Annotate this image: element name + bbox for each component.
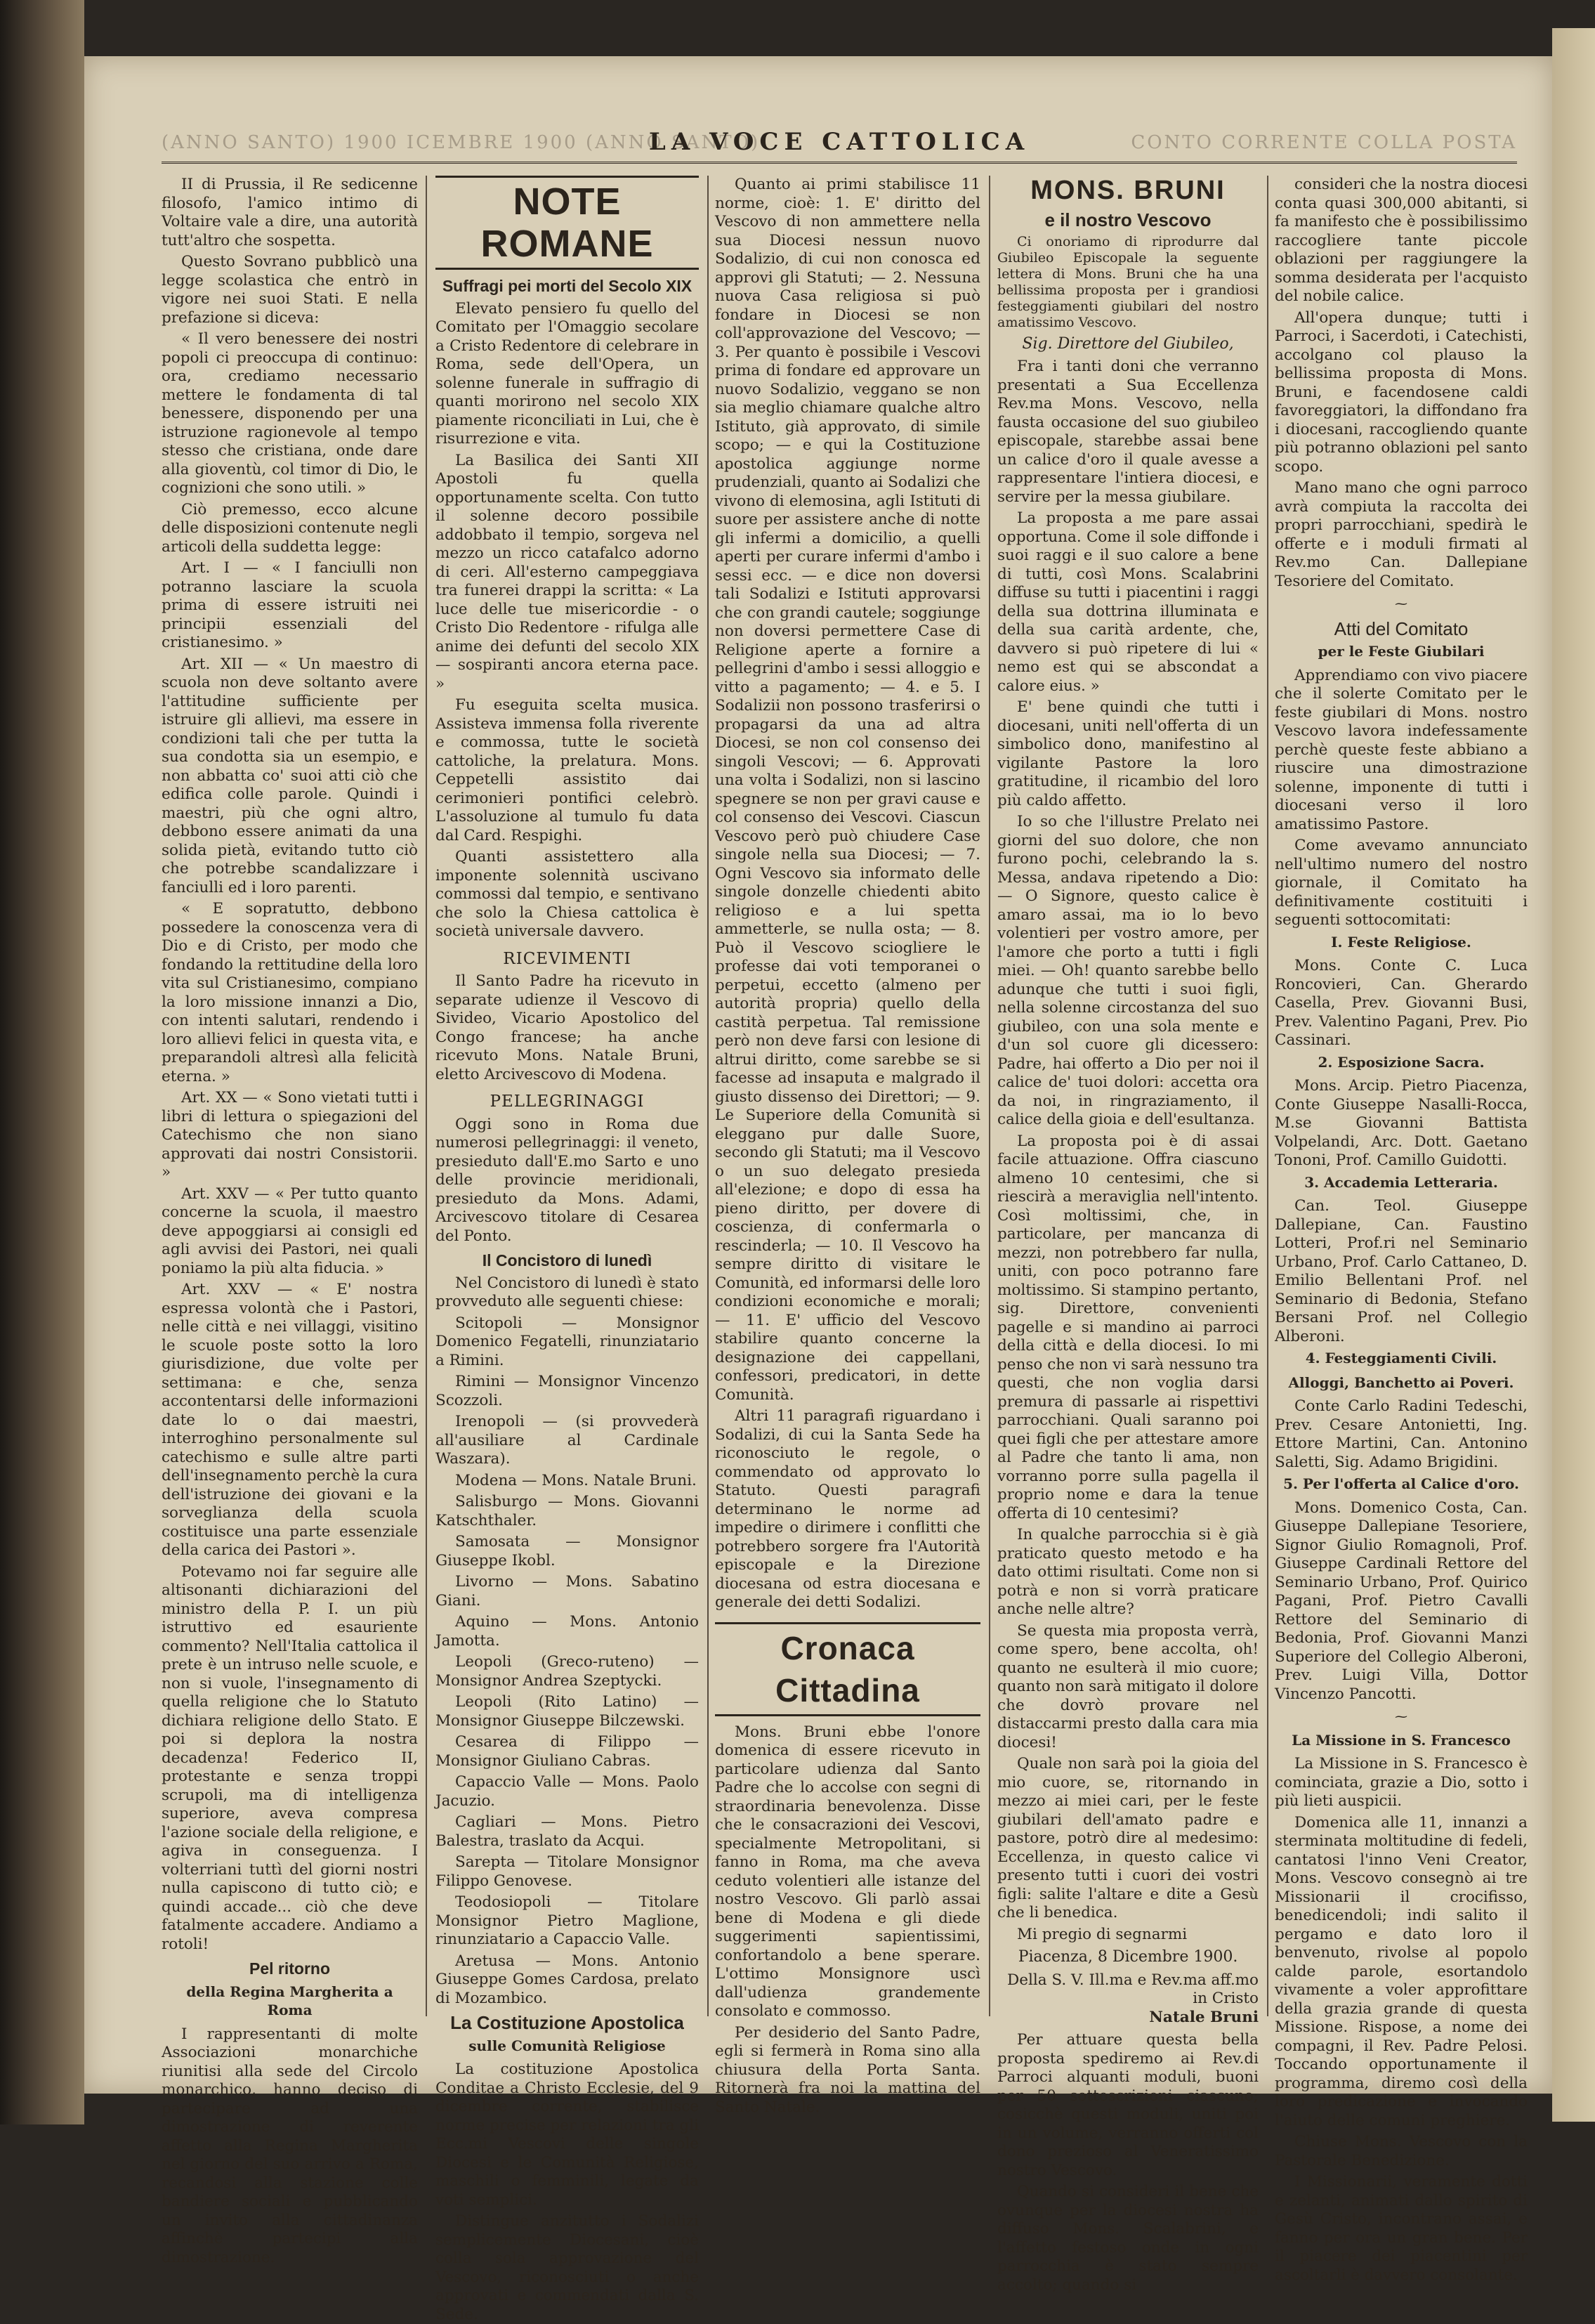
paragraph: Chiuse Mons. Vescovo con la Pastorale Benedizione. [1275,2133,1528,2169]
paragraph: Quanti assistettero alla imponente solennità uscivano commossi dal tempio, e sentivano che solo la Chiesa cattolica è società universale davvero. [435,848,699,940]
paragraph: Come avevamo annunciato nell'ultimo numero del nostro giornale, il Comitato ha definitivamente costituiti i seguenti sottocomitati: [1275,837,1528,929]
column-rule [989,176,990,2016]
article-subheading: e il nostro Vescovo [1044,209,1212,230]
paragraph: Oggi sono in Roma due numerosi pellegrinaggi: il veneto, presieduto dall'E.mo Sarto e uno delle provincie meridionali, presieduto da Mons. Adami, Arcivescovo titolare di Cesarea del Ponto. [435,1115,699,1245]
paragraph: Domenica alle 11, innanzi a sterminata moltitudine di fedeli, cantatosi l'inno Veni Creator, Mons. Vescovo consegnò ai tre Missionarii il crocifisso, benedicendoli; indi salito il pergamo e dato loro il benvenuto, rivolse al popolo calde parole, esortandolo vivamente a voler approfittare della grazia grande di questa Missione. Rispose, a nome dei compagni, il Rev. Padre Pelosi. Toccando opportunamente il programma, diremo così della loro predicazione e invocando l'aiuto delle comuni preghiere. [1275,1813,1528,2129]
paragraph: Scitopoli — Monsignor Domenico Fegatelli, rinunziatario a Rimini. [435,1314,699,1369]
paragraph: Modena — Mons. Natale Bruni. [455,1471,697,1489]
signature: Natale Bruni [1149,2008,1259,2026]
paragraph: Can. Teol. Giuseppe Dallepiane, Can. Faustino Lotteri, Prof.ri nel Seminario Urbano, Prof. Carlo Cattaneo, D. Emilio Bellentani Prof. nel Seminario di Bedonia, Stefano Bersani Prof. nel Collegio Alberoni. [1275,1197,1528,1345]
section-title-note-romane: NOTE ROMANE [435,176,699,270]
paragraph: I rappresentanti di molte Associazioni monarchiche riunitisi alla sede del Circolo monarchico, hanno deciso di partecipare ad una dimostrazione di reverente affetto alla Regina Margherita nel giorno del suo arrivo a Roma, recandosi alla stazione colle bandiere sociali e pubblicando un invito alla cittadinanza affinchè partecipi alla dimostrazione. [162,2025,418,2266]
book-binding-edge [0,0,84,2124]
paragraph: Cesarea di Filippo — Monsignor Giuliano Cabras. [435,1733,699,1770]
paragraph: I Missionarii, veramente dotti e zelanti, animati dallo spirito di Gesù Cristo, incontrano assai, e fanno per ora un gran bene. Per il piacere dei piacentini per ascoltarli è davvero consolante. [1275,2173,1528,2284]
subcommittee-heading: 4. Festeggiamenti Civili. [1305,1350,1497,1366]
paragraph: La proposta a me pare assai opportuna. Come il sole diffonde i suoi raggi e il suo calore a bene di tutti, così Mons. Scalabrini diffuse su tutti i piacentini i raggi della sua dottrina illuminata e della sua carità ardente, che, davvero si può ripetere di lui « nemo est qui se abscondat a calore eius. » [997,509,1259,695]
column-rule [707,176,709,2016]
ornament-separator: ⁓ [1395,596,1407,611]
article-subheading: della Regina Margherita a Roma [186,1983,393,2018]
column-1 [162,176,418,2266]
paragraph: Questo Sovrano pubblicò una legge scolastica che entrò in vigore nei suoi Stati. E nella prefazione si diceva: [162,253,418,327]
paragraph: « E sopratutto, debbono possedere la conoscenza vera di Dio e di Cristo, per modo che fondando la rettitudine della loro vita sul Cristianesimo, compiano la loro missione innanzi a Dio, con intenti salutari, rendendo i loro allievi felici in questa vita, e preparandoli altresì alla felicità eterna. » [162,900,418,1085]
article-heading: Suffragi pei morti del Secolo XIX [442,277,693,295]
paragraph: Salisburgo — Mons. Giovanni Katschthaler. [435,1493,699,1529]
paragraph: Fra i tanti doni che verranno presentati a Sua Eccellenza Rev.ma Mons. Vescovo, nella fausta occasione del suo giubileo episcopale, starebbe assai bene un calice d'oro il quale avesse a rappresentare l'intiera diocesi, e servire per la messa giubilare. [997,358,1259,506]
article-heading: La Missione in S. Francesco [1292,1731,1511,1749]
section-heading: RICEVIMENTI [503,949,631,968]
closing: Della S. V. Ill.ma e Rev.ma aff.mo in Cristo [1007,1971,1259,2007]
column-2 [435,176,699,2323]
paragraph: « Il vero benessere dei nostri popoli ci preoccupa di continuo: ora, crediamo necessario mettere le fondamenta di tal benessere, disponendo per una istruzione ragionevole al tempo stesso che cristiana, onde dare alla gioventù, col timor di Dio, le cognizioni che sono utili. » [162,330,418,497]
paragraph: Apprendiamo con vivo piacere che il solerte Comitato per le feste giubilari di Mons. nostro Vescovo lavora indefessamente perchè queste feste abbiano a riuscire una dimostrazione solenne, imponente di tutti i diocesani verso il loro amatissimo Pastore. [1275,666,1528,833]
paragraph: Mons. Bruni ebbe l'onore domenica di essere ricevuto in particolare udienza dal Santo Padre che lo accolse con segni di straordinaria benevolenza. Disse che le consacrazioni dei Vescovi, specialmente Metropolitani, si fanno in Roma, ma che aveva ceduto volentieri alle istanze del nostro Vescovo. Gli parlò assai bene di Modena e gli diede suggerimenti sapientissimi, confortandolo a bene sperare. L'ottimo Monsignore uscì dall'udienza grandemente consolato e commosso. [715,1723,980,2020]
paragraph: La Basilica dei Santi XII Apostoli fu quella opportunamente scelta. Con tutto il solenne decoro possibile addobbato il tempio, sorgeva nel mezzo un ricco catafalco adorno di ceri. All'esterno campeggiava tra funerei drappi la scritta: « La luce delle tue misericordie - o Cristo Dio Redentore - rifulga alle anime dei defunti del secolo XIX — sospiranti ancora eterna pace. » [435,451,699,693]
paragraph: Ciò premesso, ecco alcune delle disposizioni contenute negli articoli della suddetta legge: [162,500,418,556]
paragraph: Il Santo Padre ha ricevuto in separate udienze il Vescovo di Sivideo, Vicario Apostolico del Congo francese; ha anche ricevuto Mons. Natale Bruni, eletto Arcivescovo di Modena. [435,972,699,1083]
paragraph: Mons. Arcip. Pietro Piacenza, Conte Giuseppe Nasalli-Rocca, M.se Giovanni Battista Volpelandi, Arc. Dott. Gaetano Tononi, Prof. Camillo Guidotti. [1275,1077,1528,1169]
paragraph: Se questa mia proposta verrà, come spero, bene accolta, oh! quanto ne esulterà il mio cuore; quanto non sarà mitigato il dolore che dovrò provare nel distaccarmi presto dalla cara mia diocesi! [997,1621,1259,1751]
masthead-title: LA VOCE CATTOLICA [648,128,1030,156]
paragraph: Quando si consideri il bene che ovunque per la diocesi nostra ha diffuso Mons. Scalabrini, e l'affetto festoso onde in ogni parrocchia è stato sempre accolto; quando si [997,2183,1259,2294]
paragraph: Teodosiopoli — Titolare Monsignor Pietro Maglione, rinunziatario a Capaccio Valle. [435,1893,699,1948]
paragraph: Mons. Conte C. Luca Roncovieri, Can. Gherardo Casella, Prev. Giovanni Busi, Prev. Valentino Pagani, Prev. Pio Cassinari. [1275,957,1528,1049]
article-heading: La Costituzione Apostolica [450,2012,684,2033]
subcommittee-heading: 5. Per l'offerta al Calice d'oro. [1283,1475,1519,1492]
article-heading: Atti del Comitato [1334,618,1469,639]
subcommittee-subheading: Alloggi, Banchetto ai Poveri. [1288,1373,1514,1391]
header-bleed-left: (ANNO SANTO) 1900 ICEMBRE 1900 (ANNO SANTO) [162,132,761,153]
paragraph: Mi pregio di segnarmi [1017,1925,1188,1943]
paragraph: Fu eseguita scelta musica. Assisteva immensa folla riverente e commossa, tutte le società cattoliche, la prelatura. Mons. Ceppetelli assistito dai cerimonieri pontifici celebrò. L'assoluzione al tumulo fu data dal Card. Respighi. [435,696,699,844]
section-title-cronaca-cittadina: Cronaca Cittadina [715,1622,980,1716]
paragraph: Io so che l'illustre Prelato nei giorni del suo dolore, che non furono pochi, celebrando la s. Messa, andava ripetendo a Dio: — O Signore, questo calice è amaro assai, ma io lo bevo volentieri per vostro amore, per l'amore che porto a tutti i figli miei. — Oh! quanto sarebbe bello adunque che tutti i suoi figli, nella solenne circostanza del suo giubileo, con una sola mente e d'un sol cuore gli dicessero: Padre, hai offerto a Dio per noi il calice de' tuoi dolori: accetta ora da noi, in ringraziamento, il calice della gioia e dell'esultanza. [997,813,1259,1128]
paragraph: Rimini — Monsignor Vincenzo Scozzoli. [435,1373,699,1409]
paragraph: Cagliari — Mons. Pietro Balestra, traslato da Acqui. [435,1813,699,1850]
column-rule [1267,176,1268,2016]
column-5 [1275,176,1528,2284]
paragraph: Samosata — Monsignor Giuseppe Ikobl. [435,1533,699,1569]
paragraph: Mano mano che ogni parroco avrà compiuta la raccolta dei propri parrocchiani, spedirà le offerte e i moduli firmati al Rev.mo Can. Dallepiane Tesoriere del Comitato. [1275,479,1528,590]
paragraph: Art. XXV — « E' nostra espressa volontà che i Pastori, nelle città e nei villaggi, visitino le scuole poste sotto la loro giurisdizione, due volte per settimana: e che, senza accontentarsi delle informazioni date lo o dai maestri, interroghino personalmente sul catechismo e sulle altre parti dell'insegnamento perchè la cura dell'istruzione dei giovani e la sorveglianza della scuola costituisce una parte essenziale della carica dei Pastori ». [162,1281,418,1559]
paragraph: Per desiderio del Santo Padre, egli si fermerà in Roma sino alla chiusura della Porta Santa. Ritornerà fra noi la mattina del Santo Natale. [715,2023,980,2116]
paragraph: Capaccio Valle — Mons. Paolo Jacuzio. [435,1773,699,1810]
article-subheading: sulle Comunità Religiose [468,2037,666,2054]
article-subheading: per le Feste Giubilari [1318,643,1485,660]
newspaper-page [84,56,1552,2323]
paragraph: Leopoli (Greco-ruteno) — Monsignor Andrea Szeptycki. [435,1653,699,1690]
paragraph: In qualche parrocchia si è già praticato questo metodo e ha dato ottimi risultati. Come non si potrà e non si vorrà praticare anche nelle altre? [997,1526,1259,1618]
paragraph: Livorno — Mons. Sabatino Giani. [435,1573,699,1610]
paragraph: II di Prussia, il Re sedicenne filosofo, l'amico intimo di Voltaire vale a dire, una autorità tutt'altro che sospetta. [162,176,418,249]
paragraph: Aretusa — Mons. Antonio Giuseppe Gomes Cardosa, prelato di Mozambico. [435,1952,699,2007]
paragraph: Mons. Domenico Costa, Can. Giuseppe Dallepiane Tesoriere, Signor Giulio Romagnoli, Prof. Giuseppe Cardinali Rettore del Seminario Urbano, Prof. Quirico Pagani, Prof. Pietro Cavalli Rettore del Seminario di Bedonia, Prof. Giovanni Manzi Superiore del Collegio Alberoni, Prev. Luigi Villa, Dottor Vincenzo Pancotti. [1275,1499,1528,1703]
paragraph: Per attuare questa bella proposta spediremo ai Rev.di Parroci alquanti moduli, buoni per 50 sottoscrizioni ciascuno; cosicchè questi moduli, uniti poi in un volume, verranno offerti col dono prezioso al Veneratissimo nostro Vescovo. [997,2031,1259,2179]
paragraph: All'opera dunque; tutti i Parroci, i Sacerdoti, i Catechisti, accolgano col plauso la bellissima proposta di Mons. Bruni, e facendosene caldi favoreggiatori, la diffondano fra i diocesani, raccogliendo quante più potranno oblazioni pel santo scopo. [1275,308,1528,476]
paragraph: Sarepta — Titolare Monsignor Filippo Genovese. [435,1853,699,1890]
ornament-separator: ⁓ [1395,1709,1407,1724]
dateline: Piacenza, 8 Dicembre 1900. [1018,1948,1238,1966]
paragraph: La Missione in S. Francesco è cominciata, grazie a Dio, sotto i più lieti auspicii. [1275,1755,1528,1810]
paragraph: Irenopoli — (si provvederà all'ausiliare al Cardinale Waszara). [435,1413,699,1468]
salutation: Sig. Direttore del Giubileo, [1022,334,1234,353]
page-header [162,126,1517,164]
column-rule [426,176,427,2016]
paragraph: E' bene quindi che tutti i diocesani, uniti nell'offerta di un simbolico dono, manifestino al vigilante Pastore la loro gratitudine, il ricambio del loro più caldo affetto. [997,698,1259,809]
section-heading: PELLEGRINAGGI [490,1092,645,1111]
paragraph: Distingue anzitutto i Sodalizi semplicemente Diocesani, cioè colla sola approvazione del Vescovo, riconosciuti o anche approvati e commendati dalla S. Sede. [435,2212,699,2323]
subcommittee-heading: 3. Accademia Letteraria. [1304,1173,1498,1191]
paragraph: Art. XII — « Un maestro di scuola non deve soltanto avere l'attitudine sufficiente per istruire gli allievi, ma essere in condizioni tali che per tutta la sua condotta sia un esempio, e non abbatta co' suoi atti ciò che edifica colle parole. Quindi i maestri, più che ogni altro, debbono essere animati da una solida pietà, evitando tutto ciò che potrebbe scandalizzare i fanciulli ed i loro parenti. [162,655,418,896]
paragraph: Quanto ai primi stabilisce 11 norme, cioè: 1. E' diritto del Vescovo di non ammettere nella sua Diocesi nessun nuovo Sodalizio, di cui non conosca ed approvi gli Statuti; — 2. Nessuna nuova Casa religiosa si può fondare in Diocesi se non coll'approvazione del Vescovo; — 3. Per quanto è possibile i Vescovi prima di fondare ed approvare un nuovo Sodalizio, veggano se non sia meglio chiamare qualche altro Istituto, già approvato, di simile scopo; — e qui la Costituzione apostolica aggiunge norme prudenziali, quanto ai Sodalizi che vivono di elemosina, agli Istituti di suore per assistere anche di notte gli infermi a domicilio, a quelli aperti per curare infermi d'ambo i sessi ecc. — e dice non doversi tali Sodalizi e Istituti approvarsi che con grandi cautele; soggiunge non doversi permettere Case di Religione aperte a fornire a pellegrini d'ambo i sessi alloggio e vitto a pagamento; — 4. e 5. I Sodalizii non possono trasferirsi o propagarsi da una ad altra Diocesi, se non col consenso dei singoli Vescovi; — 6. Approvati una volta i Sodalizi, non si lascino spegnere se non per gravi cause e col consenso dei Vescovi. Ciascun Vescovo però può chiudere Case singole nella sua Diocesi; — 7. Ogni Vescovo sia informato delle singole donzelle chiedenti abito religioso e a lui spetta ammetterle, se nulla osta; — 8. Può il Vescovo sciogliere le professe dai voti temporanei o perpetui, eccetto (almeno per autorità propria) quello della castità perpetua. Tal remissione però non deve farsi con lesione di altrui diritto, come sarebbe se si facesse ad insaputa e malgrado il giusto dissenso dei Direttori; — 9. Le Superiore della Comunità si eleggano pur dalle Suore, secondo gli Statuti; ma il Vescovo o un suo delegato presieda all'elezione; e dopo di essa ha pieno diritto, per dovere di coscienza, di confermarla o rescinderla; — 10. Il Vescovo ha sempre diritto di visitare le Comunità, ed informarsi delle loro condizioni economiche e morali; — 11. E' ufficio del Vescovo stabilire quanto concerne la designazione dei cappellani, confessori, predicatori, in dette Comunità. [715,176,980,1404]
article-heading: Pel ritorno [249,1959,330,1978]
paragraph: La proposta poi è di assai facile attuazione. Offra ciascuno almeno 10 centesimi, che si riescirà a meraviglia nell'intento. Così moltissimi, che, in particolare, per mancanza di mezzi, non potrebbero far nulla, uniti, con poco potranno fare moltissimo. Si stampino pertanto, sig. Direttore, convenienti pagelle e si mandino ai parroci della città e della diocesi. Io mi penso che non vi sarà nessuno tra questi, che non voglia darsi premura di passarle ai rispettivi parrocchiani. Quali saranno poi quei figli che per attestare amore al Padre che tanto li ama, non vorranno porre sulla pagella il proprio nome e dara la tenue offerta di 10 centesimi? [997,1132,1259,1522]
column-3 [715,176,980,2116]
column-4 [997,176,1259,2294]
paragraph: Art. I — « I fanciulli non potranno lasciare la scuola prima di essere istruiti nei principii essenziali del cristianesimo. » [162,559,418,651]
article-heading: Il Concistoro di lunedì [482,1251,652,1269]
paragraph: Art. XXV — « Per tutto quanto concerne la scuola, il maestro deve appoggiarsi ai consigli ed agli avvisi dei Pastori, nei quali poniamo la più alta fiducia. » [162,1184,418,1277]
paragraph: Leopoli (Rito Latino) — Monsignor Giuseppe Bilczewski. [435,1693,699,1730]
paragraph: Art. XX — « Sono vietati tutti i libri di lettura o spiegazioni del Catechismo che non siano approvati dai nostri Consistorii. » [162,1089,418,1181]
paragraph: consideri che la nostra diocesi conta quasi 300,000 abitanti, si fa manifesto che è possibilissimo raccogliere tante piccole oblazioni per raggiungere la somma desiderata per l'acquisto del nobile calice. [1275,176,1528,305]
paragraph: Elevato pensiero fu quello del Comitato per l'Omaggio secolare a Cristo Redentore di celebrare in Roma, sede dell'Opera, un solenne funerale in suffragio di quanti morirono nel secolo XIX piamente riconciliati in Lui, che è risurrezione e vita. [435,299,699,448]
paragraph: Conte Carlo Radini Tedeschi, Prev. Cesare Antonietti, Ing. Ettore Martini, Can. Antonino Saletti, Sig. Adamo Brigidini. [1275,1397,1528,1471]
subcommittee-heading: 2. Esposizione Sacra. [1318,1053,1485,1071]
paragraph: Quale non sarà poi la gioia del mio cuore, se, ritornando in mezzo ai miei cari, per le feste giubilari dell'amato padre e pastore, potrò dire al medesimo: Eccellenza, in questo calice vi presento tutti i cuori dei vostri figli: salite l'altare e dite a Gesù che li benedica. [997,1755,1259,1921]
header-bleed-right: CONTO CORRENTE COLLA POSTA [1131,132,1517,153]
paragraph: La costituzione Apostolica Conditae a Christo Ecclesie, del 9 dicembre corrente, stabilisce norme precise per relazioni tra gli Ecc.mi Vescovi delle singole Diocesi e le Comunità Religiose, maschili o femminili, legate da voti semplici. [435,2061,699,2209]
paragraph: Altri 11 paragrafi riguardano i Sodalizi, di cui la Santa Sede ha riconosciuto le regole, o commendato od approvato lo Statuto. Questi paragrafi determinano le norme ad impedire o dirimere i conflitti che potrebbero sorgere fra l'Autorità episcopale e la Direzione diocesana od estra diocesana e generale dei detti Sodalizi. [715,1407,980,1611]
paragraph: Ci onoriamo di riprodurre dal Giubileo Episcopale la seguente lettera di Mons. Bruni che ha una bellissima proposta per i grandiosi festeggiamenti giubilari del nostro amatissimo Vescovo. [997,233,1259,330]
paragraph: Potevamo noi far seguire alle altisonanti dichiarazioni del ministro della P. I. un più istruttivo ed esauriente commento? Nell'Italia cattolica il prete è un intruso nelle scuole, e non si vuole, l'insegnamento di quella religione che lo Statuto dichiara religione dello Stato. E poi si deplora la nostra decadenza! Federico II, protestante e senza troppi scrupoli, ma di intelligenza superiore, aveva compresa l'azione sociale della religione, e agiva in conseguenza. I volterriani tuttì del giorni nostri nulla capiscono di tutto ciò; e quindi accade... ciò che deve fatalmente accadere. Andiamo a rotoli! [162,1562,418,1953]
paragraph: Nel Concistoro di lunedì è stato provveduto alle seguenti chiese: [435,1274,699,1310]
next-page-edge [1552,28,1595,2122]
article-title-mons-bruni: MONS. BRUNI [1030,176,1226,205]
subcommittee-heading: I. Feste Religiose. [1331,933,1471,951]
paragraph: Aquino — Mons. Antonio Jamotta. [435,1613,699,1650]
